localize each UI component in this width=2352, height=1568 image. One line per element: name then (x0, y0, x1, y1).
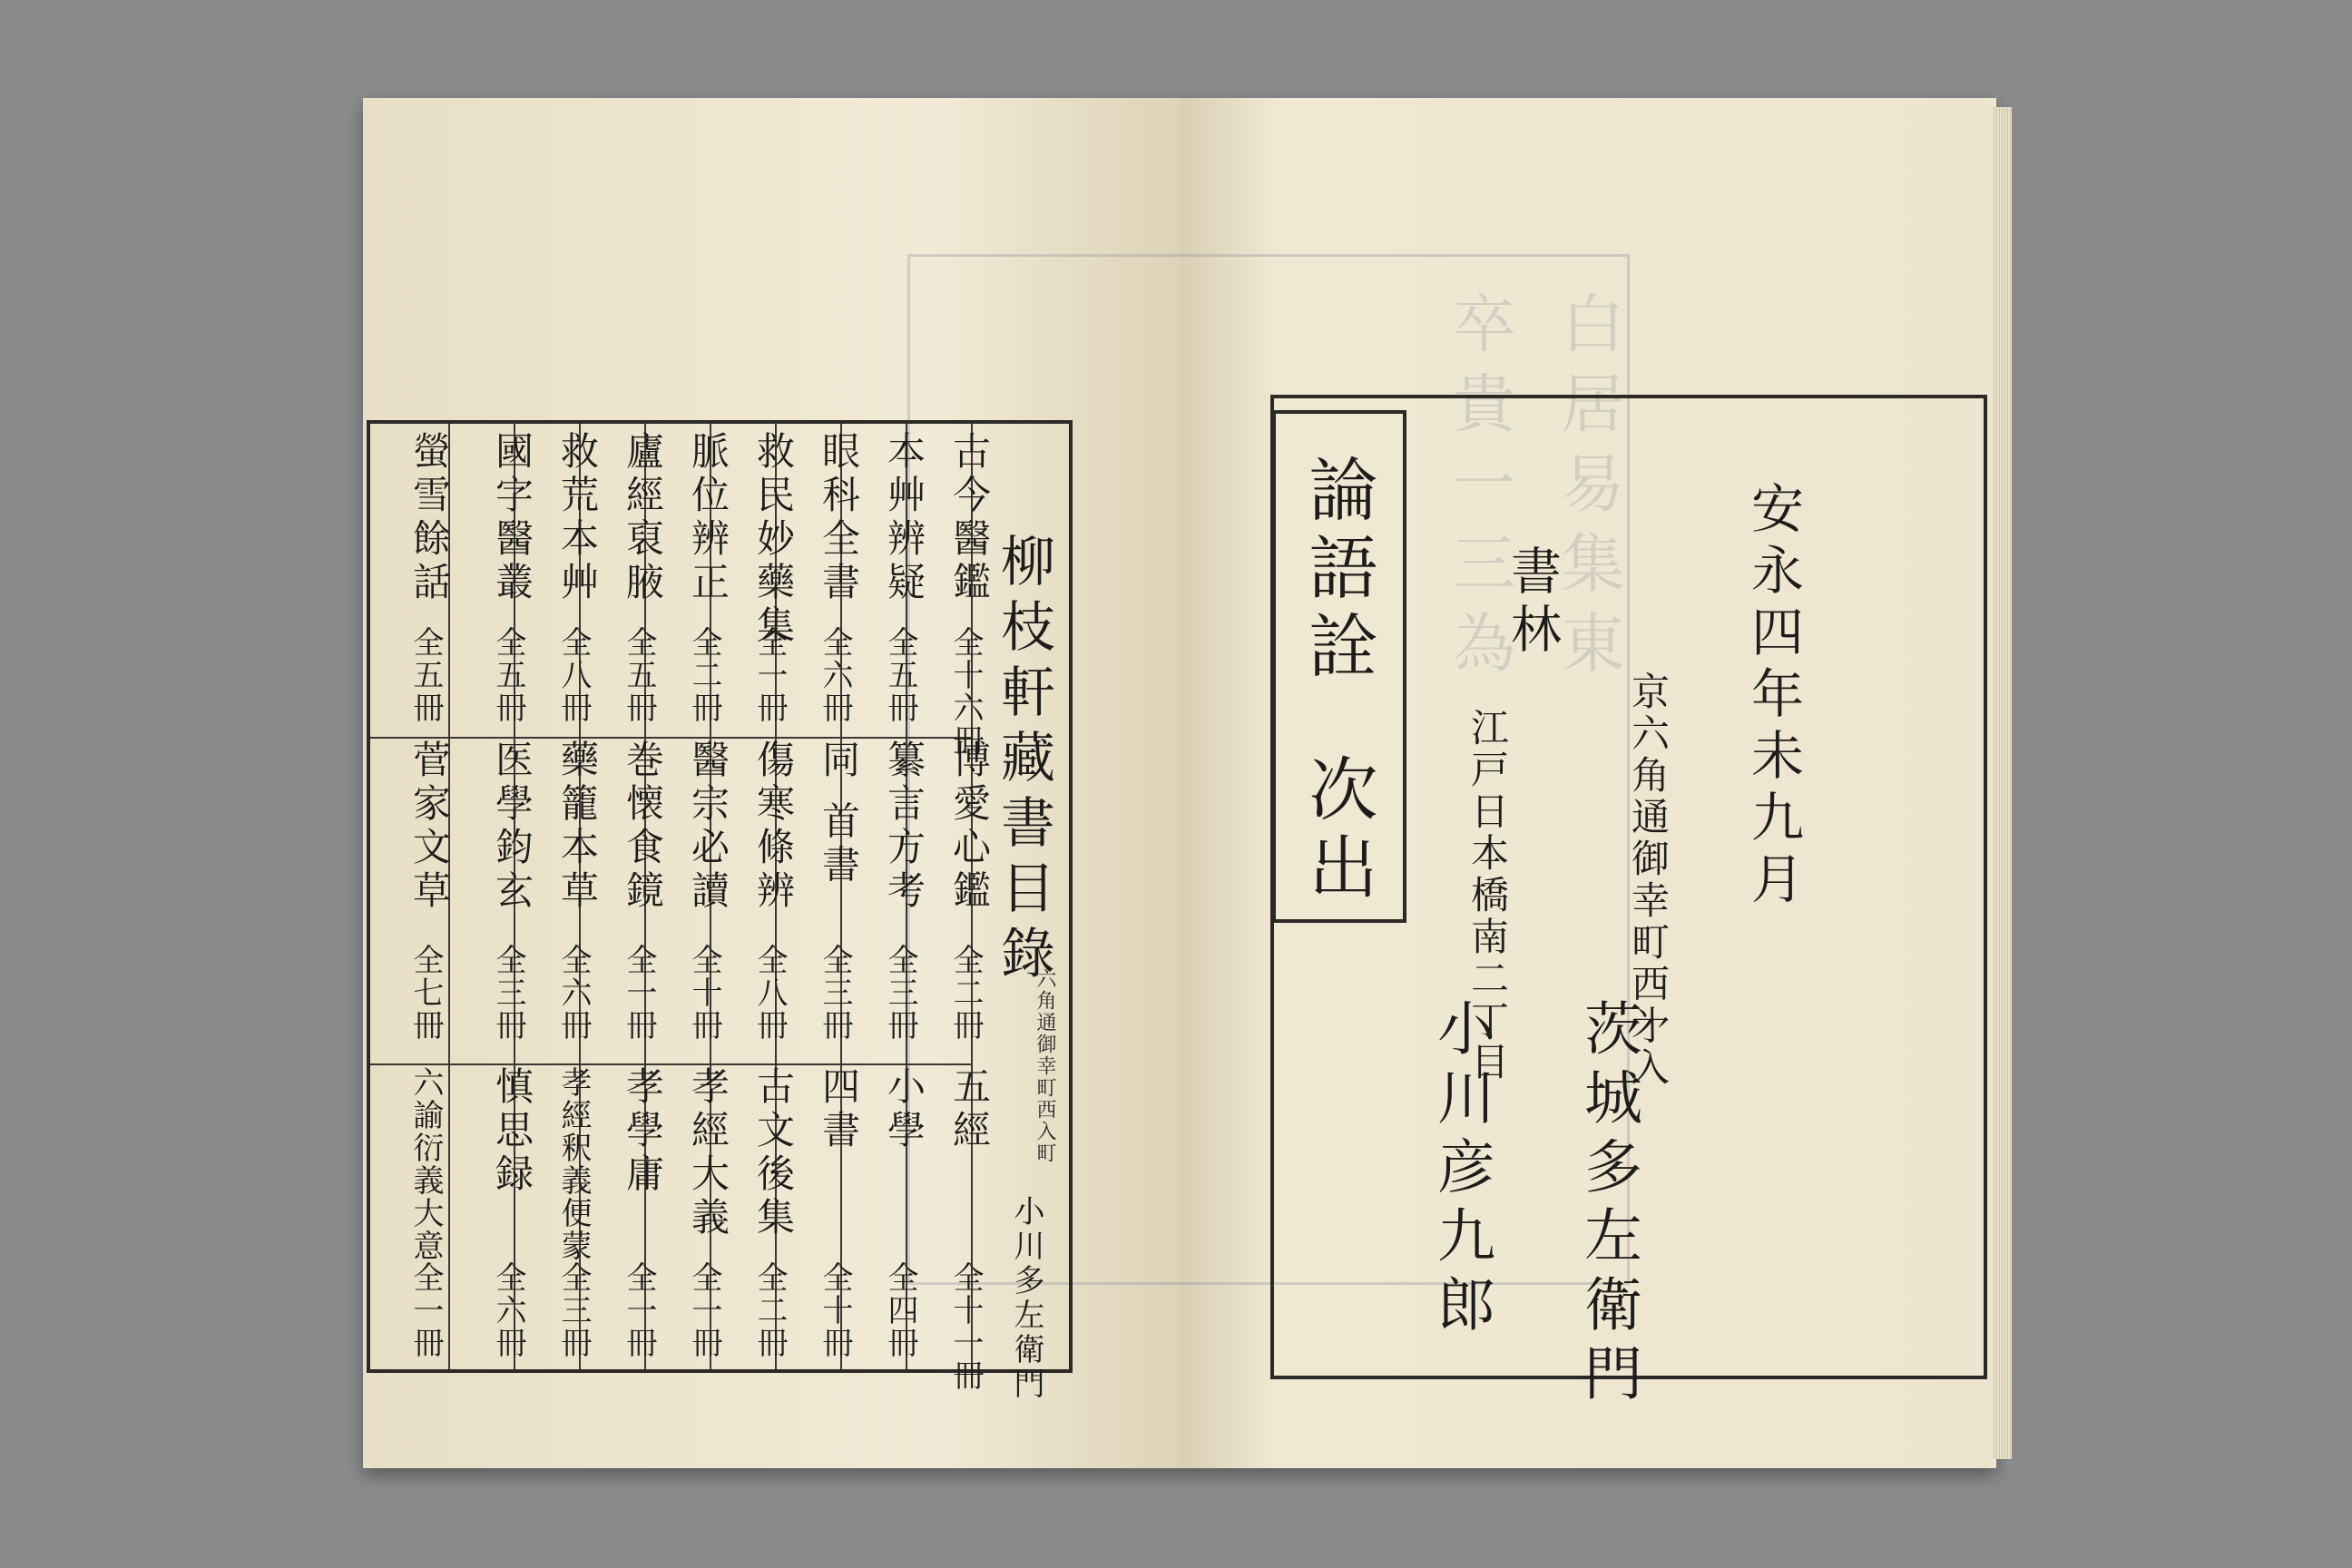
catalogue-book-title: 國字醫叢 (490, 431, 534, 605)
catalogue-volume-count: 全一冊 (621, 1261, 657, 1359)
catalogue-volume-count: 全三冊 (817, 944, 853, 1042)
catalogue-book-title: 廬經裒腋 (621, 431, 665, 605)
book-title: 論語詮 (1298, 454, 1378, 688)
catalogue-owner: 小川多左衛門 (1008, 1195, 1044, 1402)
catalogue-volume-count: 全十冊 (686, 944, 722, 1042)
catalogue-volume-count: 全十六冊 (947, 626, 984, 757)
catalogue-book-title: 脈位辨正 (686, 431, 730, 605)
catalogue-volume-count: 全一冊 (751, 626, 788, 724)
catalogue-volume-count: 全十一冊 (947, 1261, 984, 1392)
catalogue-volume-count: 全五冊 (490, 626, 526, 724)
catalogue-book-title: 六諭衍義大意 (407, 1066, 444, 1262)
catalogue-book-title: 救荒本艸 (555, 431, 600, 605)
catalogue-book-title: 慎思録 (490, 1066, 534, 1197)
catalogue-title: 柳枝軒藏書目錄 (992, 533, 1055, 990)
catalogue-volume-count: 全一冊 (686, 1261, 722, 1359)
catalogue-book-title: 藥籠本草 (555, 740, 600, 914)
catalogue-volume-count: 全三冊 (882, 944, 918, 1042)
catalogue-book-title: 古今醫鑑 (947, 431, 992, 605)
catalogue-book-title: 孝學庸 (621, 1066, 665, 1197)
catalogue-volume-count: 全一冊 (407, 1261, 444, 1359)
catalogue-book-title: 孝經大義 (686, 1066, 730, 1240)
catalogue-volume-count: 全三冊 (555, 1261, 592, 1359)
catalogue-volume-count: 全八冊 (751, 944, 788, 1042)
catalogue-volume-count: 全十冊 (817, 1261, 853, 1359)
catalogue-volume-count: 全三冊 (490, 944, 526, 1042)
catalogue-volume-count: 全一冊 (621, 944, 657, 1042)
catalogue-volume-count: 全八冊 (555, 626, 592, 724)
catalogue-volume-count: 全二冊 (686, 626, 722, 724)
catalogue-volume-count: 全五冊 (407, 626, 444, 724)
catalogue-book-title: 小學 (882, 1066, 926, 1153)
catalogue-book-title: 巻懐食鏡 (621, 740, 665, 914)
show-through-text: 白居易集東 (1551, 290, 1625, 690)
catalogue-book-title: 本艸辨疑 (882, 431, 926, 605)
catalogue-volume-count: 全五冊 (621, 626, 657, 724)
shop-label: 書林 (1503, 544, 1562, 661)
catalogue-book-title: 纂言方考 (882, 740, 926, 914)
catalogue-book-title: 同 首書 (817, 740, 861, 888)
catalogue-volume-count: 全六冊 (490, 1261, 526, 1359)
publication-date: 安永四年未九月 (1742, 481, 1804, 913)
kyoto-publisher: 茨城多左衛門 (1574, 998, 1642, 1412)
catalogue-volume-count: 全七冊 (407, 944, 444, 1042)
catalogue-book-title: 博愛心鑑 (947, 740, 992, 914)
catalogue-volume-count: 全二冊 (947, 944, 984, 1042)
catalogue-volume-count: 全六冊 (817, 626, 853, 724)
catalogue-book-title: 四書 (817, 1066, 861, 1153)
catalogue-book-title: 醫宗必讀 (686, 740, 730, 914)
catalogue-book-title: 螢雪餘話 (407, 431, 452, 605)
catalogue-book-title: 医學鈞玄 (490, 740, 534, 914)
catalogue-book-title: 古文後集 (751, 1066, 796, 1240)
show-through-text: 卒貴一三為 (1442, 290, 1516, 690)
edo-publisher: 小川彦九郎 (1427, 998, 1494, 1343)
catalogue-volume-count: 全五冊 (882, 626, 918, 724)
catalogue-book-title: 菅家文草 (407, 740, 452, 914)
catalogue-volume-count: 全二冊 (751, 1261, 788, 1359)
catalogue-address: 六角通御幸町西入町 (1034, 968, 1056, 1164)
catalogue-book-title: 傷寒條辨 (751, 740, 796, 914)
catalogue-book-title: 五經 (947, 1066, 992, 1153)
edo-address: 江戸日本橋南二丁目 (1465, 708, 1510, 1083)
catalogue-book-title: 眼科全書 (817, 431, 861, 605)
row-divider (370, 737, 971, 739)
book-title-sub: 次出 (1298, 753, 1378, 909)
catalogue-book-title: 孝經釈義便蒙 (555, 1066, 592, 1262)
catalogue-volume-count: 全六冊 (555, 944, 592, 1042)
kyoto-address: 京六角通御幸町西㐧入 (1626, 671, 1671, 1089)
catalogue-volume-count: 全四冊 (882, 1261, 918, 1359)
row-divider (370, 1063, 971, 1065)
page-edges (1992, 107, 2012, 1459)
catalogue-book-title: 救民妙藥集 (751, 431, 796, 649)
